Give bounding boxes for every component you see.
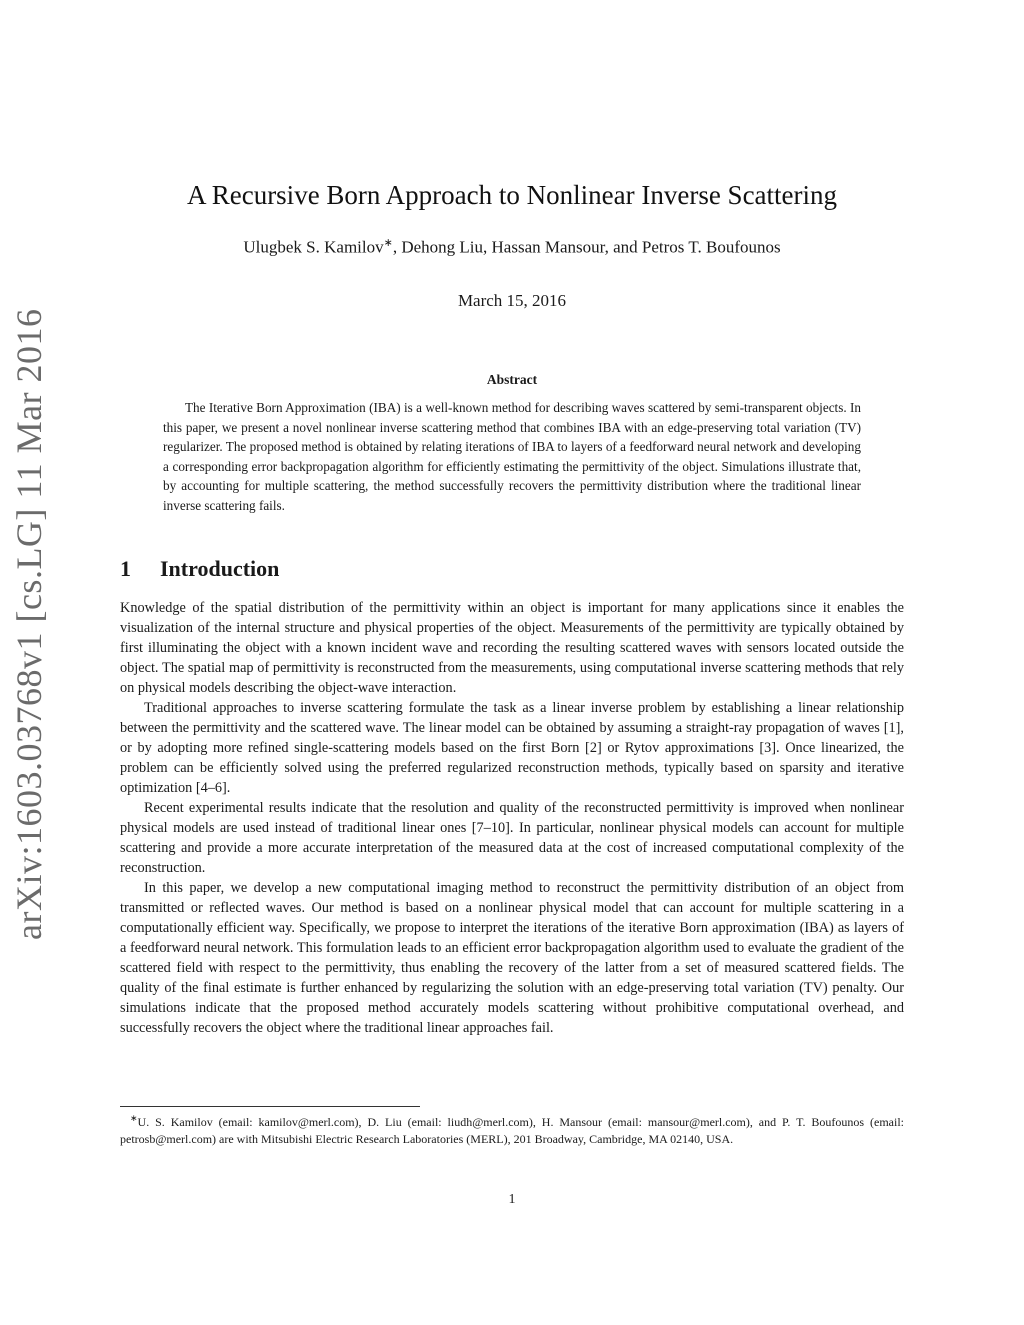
page-number: 1 (508, 1192, 516, 1207)
footnote-divider (120, 1106, 420, 1107)
intro-paragraph: Knowledge of the spatial distribution of the permittivity within an object is important for many applications since it enables the visualization of the internal structure and physical properties of the object. Measurements of the permittivity are typically obtained by first illuminating the object with a known incident wave and recording the resulting scattered waves with sensors located outside the object. The spatial map of permittivity is reconstructed from the measurements, using computational inverse scattering methods that rely on physical models describing the object-wave interaction. (120, 600, 904, 696)
intro-paragraph: Recent experimental results indicate that the resolution and quality of the reconstructed permittivity is improved when nonlinear physical models are used instead of traditional linear ones [7–10]. In particular, nonlinear physical models can account for multiple scattering and provide a more accurate interpretation of the measured data at the cost of increased computational complexity of the reconstruction. (120, 800, 904, 876)
footnote-text: U. S. Kamilov (email: kamilov@merl.com), D. Liu (email: liudh@merl.com), H. Mansour (email: mansour@merl.com), and P. T. Boufounos (email: petrosb@merl.com) are with Mitsubishi Electric Research Laboratories (MERL), 201 Broadway, Cambridge, MA 02140, USA. (120, 1115, 904, 1146)
introduction-body (120, 598, 904, 1038)
first-author: Ulugbek S. Kamilov (243, 237, 384, 257)
footnote-mark: ∗ (130, 1113, 138, 1123)
intro-paragraph: Traditional approaches to inverse scattering formulate the task as a linear inverse problem by establishing a linear relationship between the permittivity and the scattered wave. The linear model can be obtained by assuming a straight-ray propagation of waves [1], or by adopting more refined single-scattering models based on the first Born [2] or Rytov approximations [3]. Once linearized, the problem can be efficiently solved using the preferred regularized reconstruction methods, typically based on sparsity and iterative optimization [4–6]. (120, 700, 904, 796)
abstract-text: The Iterative Born Approximation (IBA) is a well-known method for describing waves scattered by semi-transparent objects. In this paper, we present a novel nonlinear inverse scattering method that combines IBA with an edge-preserving total variation (TV) regularizer. The proposed method is obtained by relating iterations of IBA to layers of a feedforward neural network and developing a corresponding error backpropagation algorithm for efficiently estimating the permittivity of the object. Simulations illustrate that, by accounting for multiple scattering, the method successfully recovers the permittivity distribution where the traditional linear inverse scattering fails. (163, 400, 861, 513)
author-list (0, 236, 1024, 258)
section-number: 1 (120, 556, 131, 581)
section-title: Introduction (160, 556, 280, 581)
paper-date: March 15, 2016 (457, 291, 567, 310)
section-heading (120, 556, 279, 582)
paper-title: A Recursive Born Approach to Nonlinear Inverse Scattering (186, 180, 838, 210)
other-authors: , Dehong Liu, Hassan Mansour, and Petros T. Boufounos (392, 237, 781, 257)
intro-paragraph: In this paper, we develop a new computational imaging method to reconstruct the permittivity distribution of an object from transmitted or reflected waves. Our method is based on a nonlinear physical model that can account for multiple scattering in a computationally efficient way. Specifically, we propose to interpret the iterations of the iterative Born approximation (IBA) as layers of a feedforward neural network. This formulation leads to an efficient error backpropagation algorithm used to evaluate the gradient of the scattered field with respect to the permittivity, thus enabling the recovery of the latter from a set of measured scattered fields. The quality of the final estimate is further enhanced by regularizing the solution with an edge-preserving total variation (TV) penalty. Our simulations indicate that the proposed method accurately models scattering without prohibitive computational overhead, and successfully recovers the object where the traditional linear approaches fail. (120, 880, 904, 1036)
arxiv-identifier-stamp[interactable]: arXiv:1603.03768v1 [cs.LG] 11 Mar 2016 (9, 308, 49, 940)
footnote-mark: ∗ (383, 237, 393, 249)
author-footnote (120, 1110, 904, 1148)
abstract-heading: Abstract (486, 372, 538, 387)
